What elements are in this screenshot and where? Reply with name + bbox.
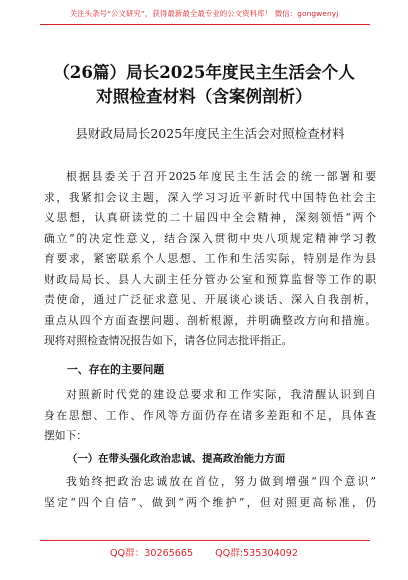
document-title	[22, 60, 386, 108]
header-divider	[40, 24, 370, 25]
paragraph-line: 育要求，紧密联系个人思想、工作和生活实际，特别是作为县	[44, 252, 376, 265]
intro-paragraph	[44, 167, 376, 352]
title-line-1: （26篇）局长2025年度民主生活会个人	[53, 62, 355, 82]
footer-contacts	[0, 545, 408, 559]
qq-group-1: QQ群：30265665	[110, 548, 194, 559]
paragraph-line: 重点从四个方面查摆问题、剖析根源，并明确整改方向和措施。	[44, 313, 376, 327]
paragraph-line: 身在思想、工作、作风等方面仍存在诸多差距和不足，具体查	[44, 408, 376, 422]
promo-banner: 关注头条号“公文研究”，获得最新最全最专业的公文资料库！ 微信：gongwenyj	[69, 9, 339, 18]
title-line-2: 对照检查材料（含案例剖析）	[96, 86, 312, 106]
paragraph-line: 求，我紧扣会议主题，深入学习习近平新时代中国特色社会主	[44, 190, 376, 204]
paragraph-line: 摆如下：	[44, 429, 88, 442]
paragraph-line: 我始终把政治忠诚放在首位，努力做到增强“四个意识”	[66, 475, 376, 488]
footer-divider	[40, 540, 370, 541]
paragraph-line: 现将对照检查情况报告如下，请各位同志批评指正。	[44, 334, 293, 347]
paragraph-line: 责使命，通过广泛征求意见、开展谈心谈话、深入自我剖析，	[44, 293, 376, 306]
section-paragraph	[44, 385, 376, 447]
document-subtitle: 县财政局局长2025年度民主生活会对照检查材料	[75, 126, 345, 141]
subsection-heading: （一）在带头强化政治忠诚、提高政治能力方面	[67, 453, 286, 465]
paragraph-line: 坚定“四个自信”、做到“两个维护”，但对照更高标准，仍	[44, 495, 376, 509]
paragraph-line: 义思想，认真研读党的二十届四中全会精神，深刻领悟“两个	[44, 211, 376, 224]
section-heading: 一、存在的主要问题	[67, 363, 165, 376]
subsection-paragraph	[44, 472, 376, 513]
paragraph-line: 根据县委关于召开2025年度民主生活会的统一部署和要	[66, 170, 376, 183]
paragraph-line: 对照新时代党的建设总要求和工作实际，我清醒认识到自	[66, 388, 376, 401]
paragraph-line: 确立”的决定性意义，结合深入贯彻中央八项规定精神学习教	[44, 231, 376, 245]
qq-group-2: QQ群:535304092	[215, 548, 298, 559]
paragraph-line: 财政局局长、县人大副主任分管办公室和预算监督等工作的职	[44, 272, 376, 286]
